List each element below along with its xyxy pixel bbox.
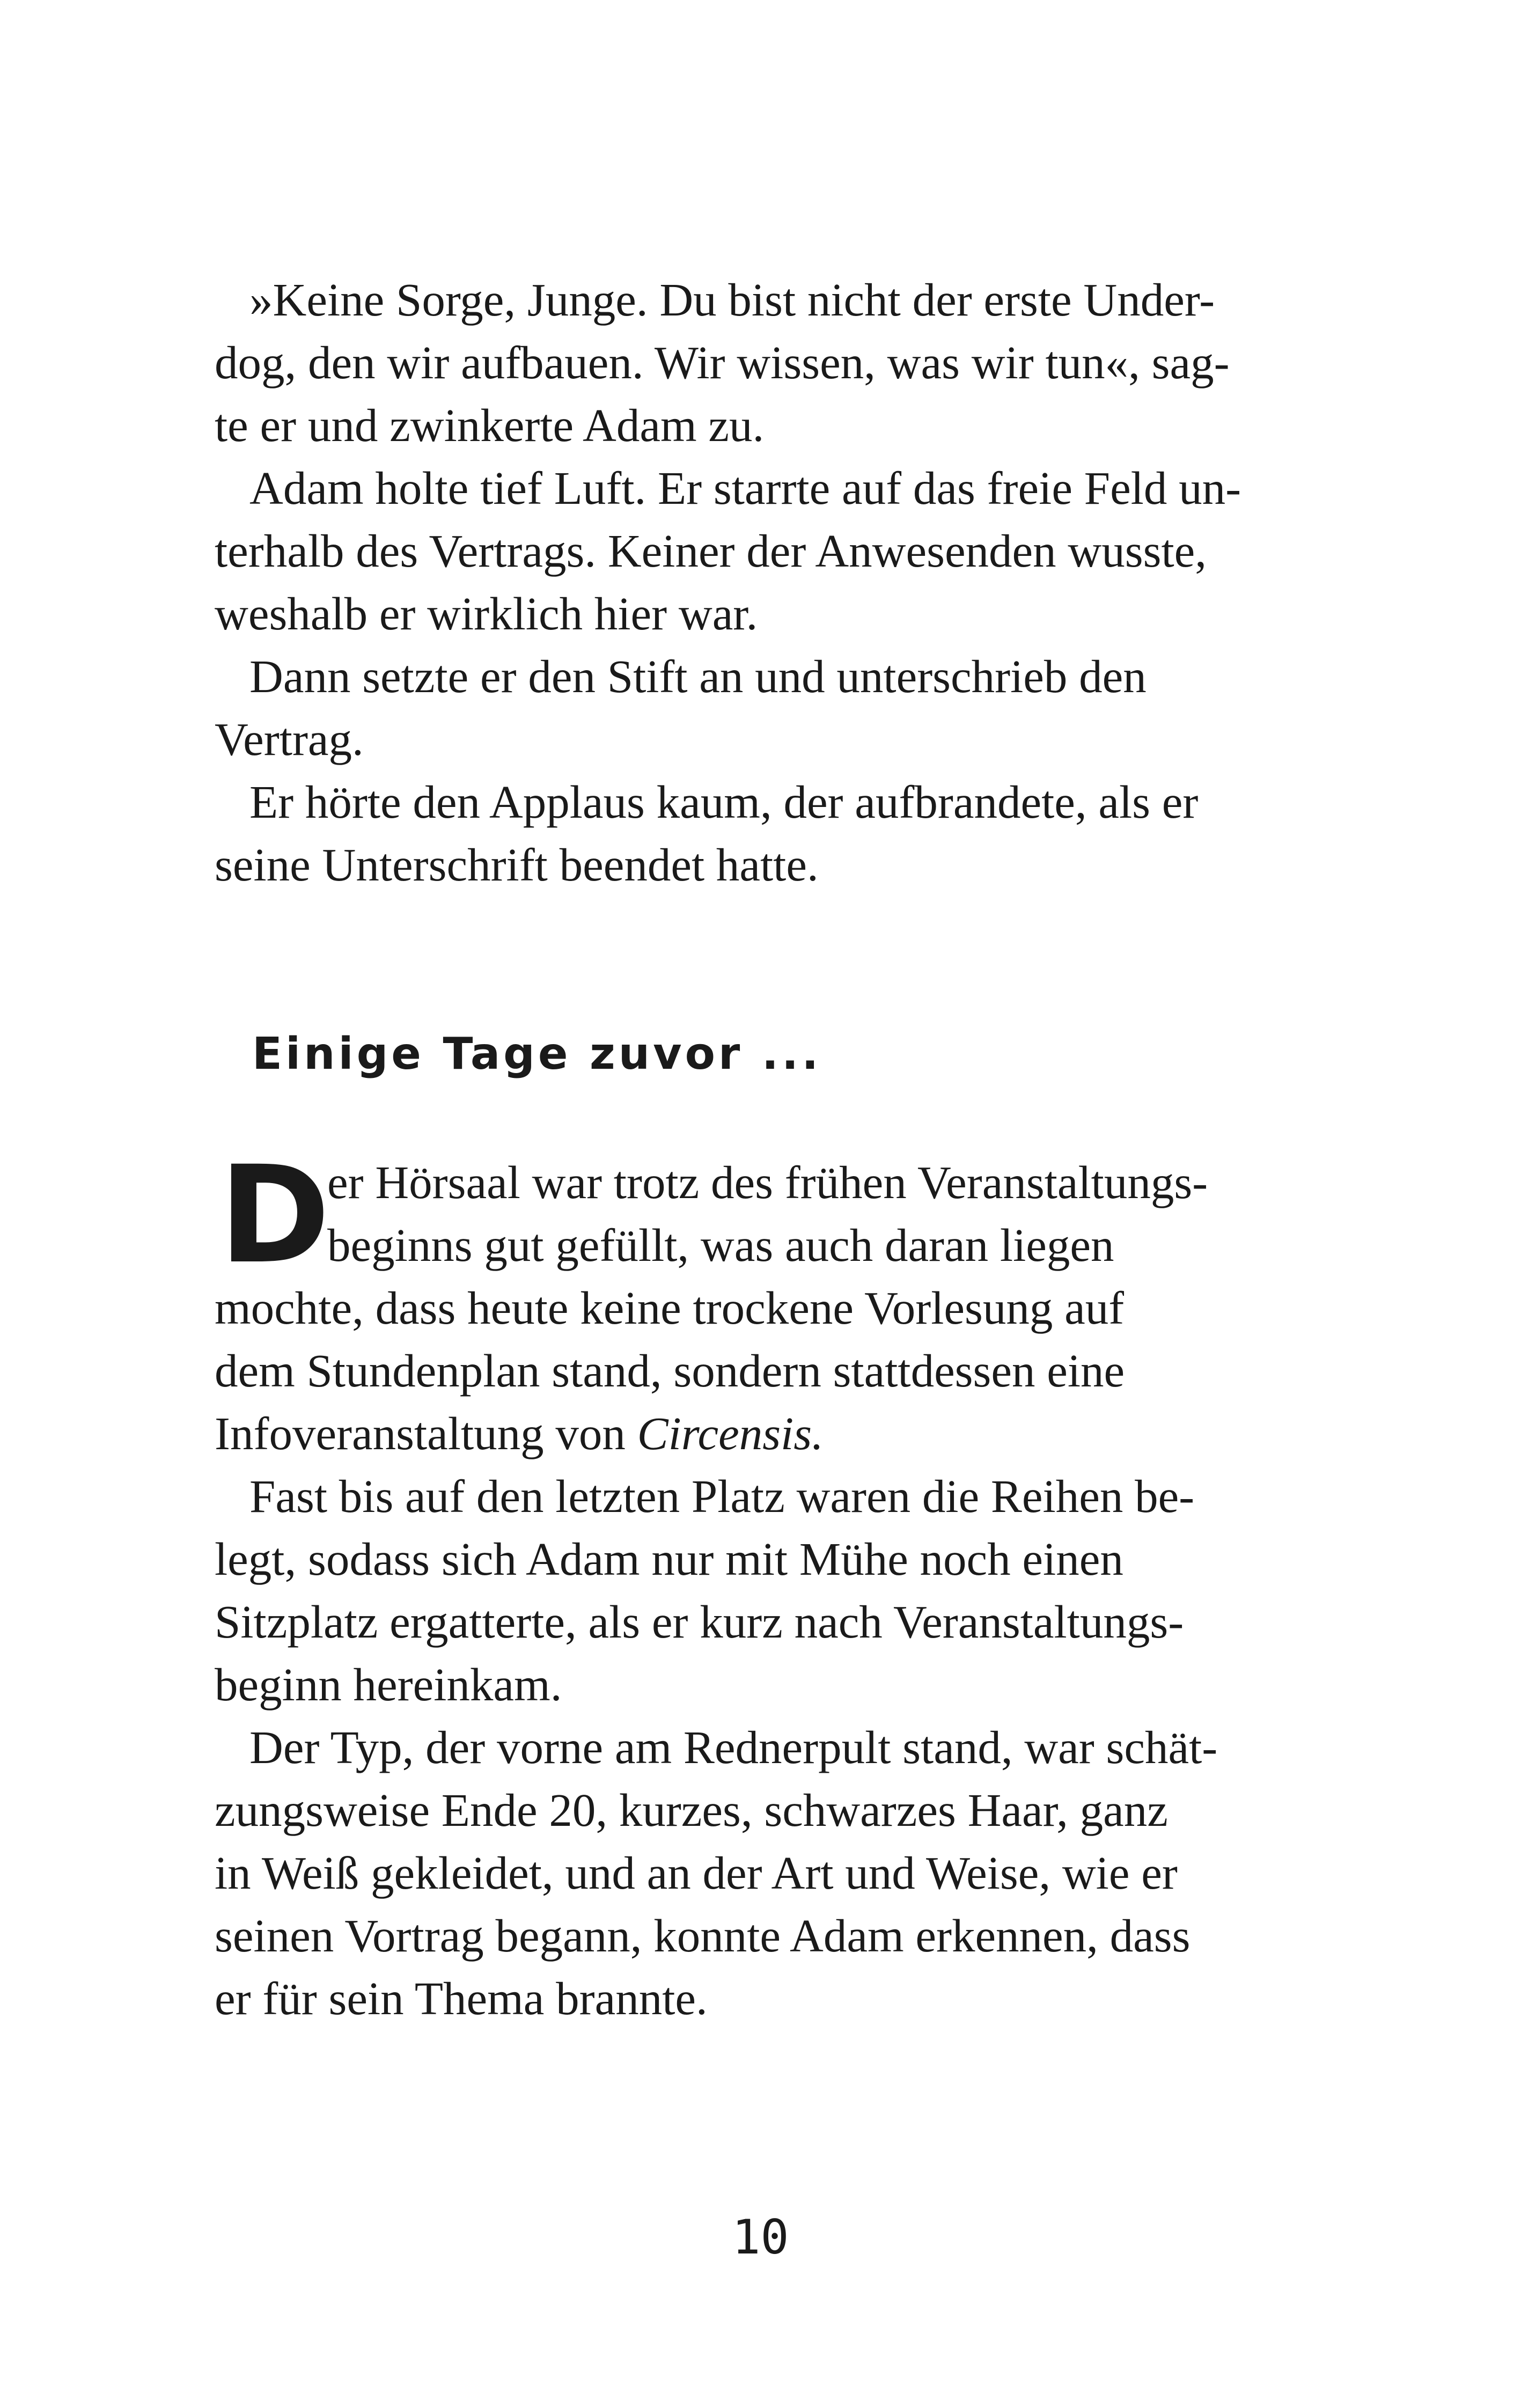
text-line: mochte, dass heute keine trockene Vorlesung auf [215, 1282, 1125, 1334]
text-line: dem Stundenplan stand, sondern stattdessen eine [215, 1345, 1125, 1397]
text-line: seine Unterschrift beendet hatte. [215, 839, 819, 891]
text-line: er für sein Thema brannte. [215, 1972, 708, 2024]
dropcap-letter: D [219, 1137, 330, 1293]
text-line: terhalb des Vertrags. Keiner der Anwesenden wusste, [215, 525, 1207, 577]
text-line: Dann setzte er den Stift an und unterschrieb den [249, 650, 1147, 702]
text-line: Er hörte den Applaus kaum, der aufbrandete, als er [249, 776, 1199, 828]
bottom-text-block [215, 1465, 1331, 2055]
text-line: Der Typ, der vorne am Rednerpult stand, war schät- [249, 1721, 1218, 1773]
text-line: in Weiß gekleidet, und an der Art und Weise, wie er [215, 1847, 1178, 1899]
text-line: beginns gut gefüllt, was auch daran liegen [327, 1219, 1114, 1271]
text-line: legt, sodass sich Adam nur mit Mühe noch einen [215, 1533, 1123, 1585]
page-number: 10 [732, 2209, 789, 2265]
text-line: Fast bis auf den letzten Platz waren die Reihen be- [249, 1470, 1195, 1522]
text-line: Adam holte tief Luft. Er starrte auf das freie Feld un- [249, 462, 1241, 514]
italic-title: Circensis. [637, 1407, 824, 1459]
text-line: er Hörsaal war trotz des frühen Veranstaltungs- [327, 1156, 1208, 1208]
top-text-block [215, 268, 1331, 912]
text-line: dog, den wir aufbauen. Wir wissen, was wir tun«, sag- [215, 336, 1230, 388]
text-line: seinen Vortrag begann, konnte Adam erkennen, dass [215, 1910, 1191, 1962]
text-line: Sitzplatz ergatterte, als er kurz nach Veranstaltungs- [215, 1596, 1184, 1648]
section-heading: Einige Tage zuvor ... [252, 1029, 822, 1080]
text-line: te er und zwinkerte Adam zu. [215, 399, 765, 451]
first-paragraph [215, 1137, 1331, 1473]
text-line: beginn hereinkam. [215, 1658, 562, 1710]
text-line: weshalb er wirklich hier war. [215, 588, 758, 640]
text-line: »Keine Sorge, Junge. Du bist nicht der erste Under- [249, 274, 1215, 326]
text-segment: Infoveranstaltung von [215, 1407, 637, 1459]
text-line [215, 1402, 824, 1465]
text-line: Vertrag. [215, 713, 364, 765]
text-line: zungsweise Ende 20, kurzes, schwarzes Haar, ganz [215, 1784, 1168, 1836]
